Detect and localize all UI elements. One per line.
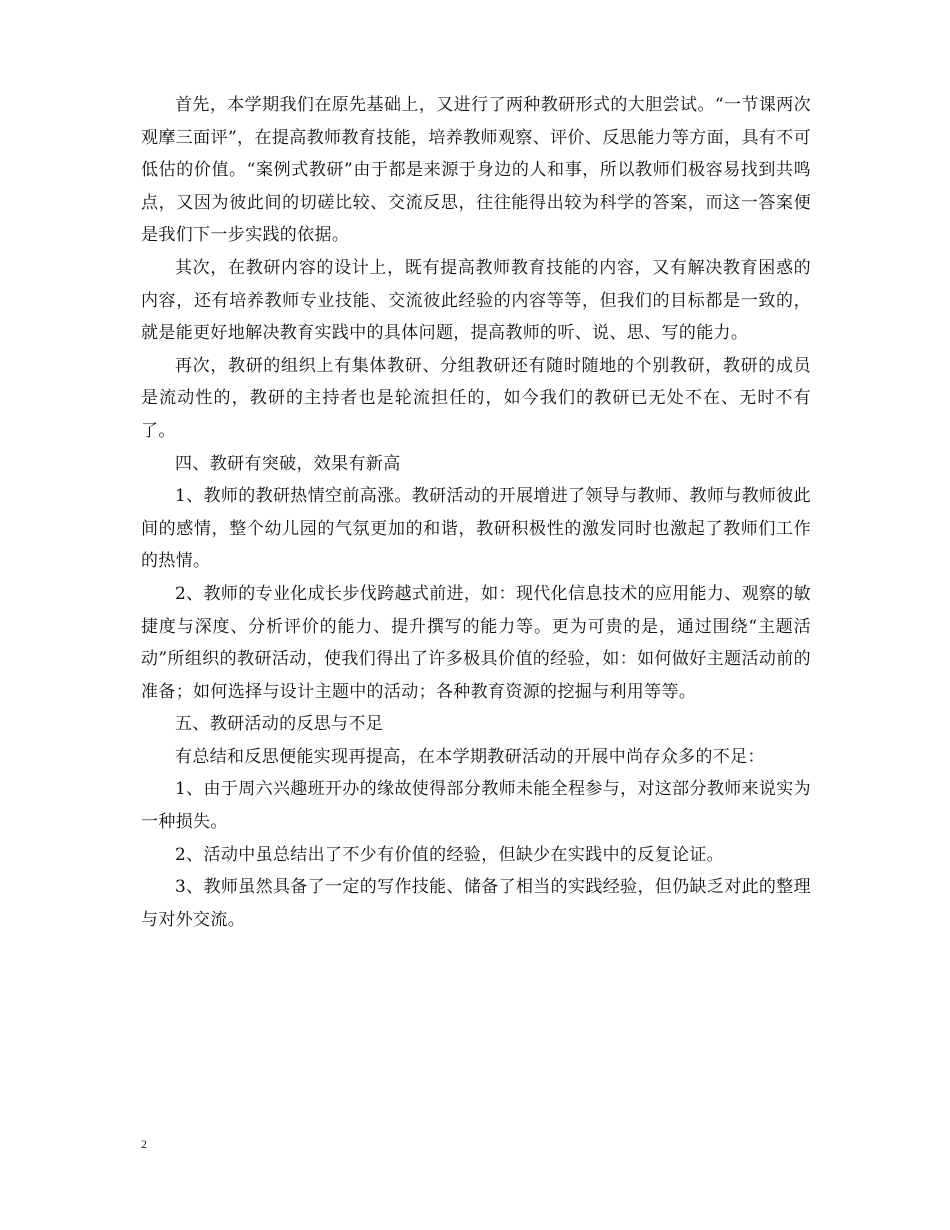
paragraph-11: 3、教师虽然具备了一定的写作技能、储备了相当的实践经验，但仍缺乏对此的整理与对外交流。 bbox=[141, 877, 811, 930]
paragraph-2: 其次，在教研内容的设计上，既有提高教师教育技能的内容，又有解决教育困惑的内容，还有培养教师专业技能、交流彼此经验的内容等等，但我们的目标都是一致的，就是能更好地解决教育实践中的具体问题，提高教师的听、说、思、写的能力。 bbox=[141, 257, 811, 344]
paragraph-9: 1、由于周六兴趣班开办的缘故使得部分教师未能全程参与，对这部分教师来说实为一种损失。 bbox=[141, 779, 811, 833]
paragraph-1: 首先，本学期我们在原先基础上，又进行了两种教研形式的大胆尝试。“一节课两次观摩三面评”，在提高教师教育技能，培养教师观察、评价、反思能力等方面，具有不可低估的价值。“案例式教研”由于都是来源于身边的人和事，所以教师们极容易找到共鸣点，又因为彼此间的切磋比较、交流反思，往往能得出较为科学的答案，而这一答案便是我们下一步实践的依据。 bbox=[141, 95, 811, 246]
paragraph-5: 1、教师的教研热情空前高涨。教研活动的开展增进了领导与教师、教师与教师彼此间的感情，整个幼儿园的气氛更加的和谐，教研积极性的激发同时也激起了教师们工作的热情。 bbox=[141, 486, 811, 572]
section-heading-4: 四、教研有突破，效果有新高 bbox=[175, 453, 401, 474]
document-body bbox=[141, 89, 811, 936]
page-number: 2 bbox=[141, 1137, 147, 1151]
paragraph-6: 2、教师的专业化成长步伐跨越式前进，如：现代化信息技术的应用能力、观察的敏捷度与深度、分析评价的能力、提升撰写的能力等。更为可贵的是，通过围绕“主题活动”所组织的教研活动，使我们得出了许多极具价值的经验，如：如何做好主题活动前的准备；如何选择与设计主题中的活动；各种教育资源的挖掘与利用等等。 bbox=[141, 583, 811, 702]
paragraph-3: 再次，教研的组织上有集体教研、分组教研还有随时随地的个别教研，教研的成员是流动性的，教研的主持者也是轮流担任的，如今我们的教研已无处不在、无时不有了。 bbox=[141, 355, 811, 441]
section-heading-5: 五、教研活动的反思与不足 bbox=[175, 714, 384, 735]
paragraph-8: 有总结和反思便能实现再提高，在本学期教研活动的开展中尚存众多的不足： bbox=[175, 746, 765, 767]
paragraph-10: 2、活动中虽总结出了不少有价值的经验，但缺少在实践中的反复论证。 bbox=[175, 844, 725, 865]
